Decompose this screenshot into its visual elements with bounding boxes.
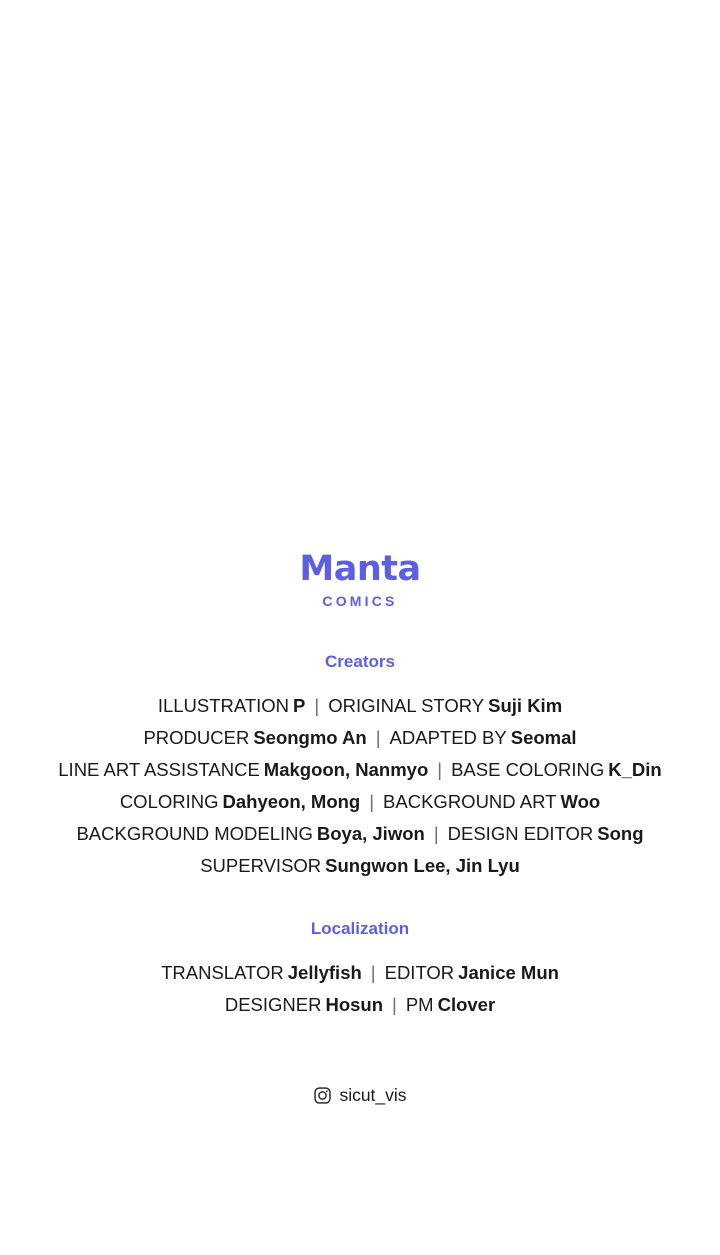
- credit-separator: |: [433, 823, 439, 844]
- credit-line: [58, 850, 661, 882]
- credit-separator: |: [437, 759, 443, 780]
- credit-line: [58, 818, 661, 850]
- credit-name: Suji Kim: [488, 695, 563, 716]
- credit-name: P: [293, 695, 306, 716]
- credit-role: ILLUSTRATION: [157, 695, 290, 716]
- credit-name: Woo: [560, 791, 601, 812]
- credit-role: BACKGROUND MODELING: [76, 823, 313, 844]
- credit-role: BASE COLORING: [451, 759, 605, 780]
- credit-line: [58, 722, 661, 754]
- manta-wordmark: Manta: [299, 549, 421, 589]
- manta-logo-subtitle: COMICS: [322, 593, 398, 609]
- credit-role: COLORING: [119, 791, 219, 812]
- credit-name: Sungwon Lee, Jin Lyu: [325, 855, 520, 876]
- credit-line: [58, 754, 661, 786]
- credit-role: ADAPTED BY: [389, 727, 507, 748]
- social-handle-text: sicut_vis: [339, 1085, 407, 1105]
- credit-role: DESIGN EDITOR: [447, 823, 594, 844]
- credit-line: [58, 786, 661, 818]
- credit-role: BACKGROUND ART: [383, 791, 557, 812]
- credit-name: Clover: [437, 994, 496, 1015]
- credit-separator: |: [375, 727, 381, 748]
- credit-role: PRODUCER: [143, 727, 250, 748]
- creators-credits: [58, 690, 661, 882]
- credit-separator: |: [369, 791, 375, 812]
- credit-name: Hosun: [325, 994, 384, 1015]
- credit-name: Jellyfish: [287, 962, 362, 983]
- credit-separator: |: [370, 962, 376, 983]
- manta-logo: [299, 549, 421, 609]
- credit-name: Song: [597, 823, 644, 844]
- localization-credits: [161, 957, 559, 1021]
- social-handle[interactable]: [313, 1085, 406, 1106]
- credit-name: Dahyeon, Mong: [222, 791, 361, 812]
- credit-name: Seongmo An: [253, 727, 367, 748]
- creators-heading: Creators: [325, 652, 395, 671]
- credit-name: Boya, Jiwon: [316, 823, 425, 844]
- credit-line: [58, 690, 661, 722]
- credit-name: Seomal: [510, 727, 577, 748]
- credit-role: DESIGNER: [224, 994, 322, 1015]
- credit-line: [161, 989, 559, 1021]
- credit-name: Janice Mun: [458, 962, 559, 983]
- credit-name: Makgoon, Nanmyo: [263, 759, 429, 780]
- credit-separator: |: [314, 695, 320, 716]
- credit-role: TRANSLATOR: [161, 962, 284, 983]
- instagram-icon: [313, 1086, 332, 1105]
- credit-separator: |: [392, 994, 397, 1015]
- credit-name: K_Din: [608, 759, 662, 780]
- credit-role: PM: [405, 994, 434, 1015]
- credit-role: ORIGINAL STORY: [328, 695, 485, 716]
- credit-role: EDITOR: [384, 962, 455, 983]
- localization-heading: Localization: [310, 919, 410, 938]
- credit-role: SUPERVISOR: [200, 855, 322, 876]
- credit-role: LINE ART ASSISTANCE: [58, 759, 260, 780]
- credit-line: [161, 957, 559, 989]
